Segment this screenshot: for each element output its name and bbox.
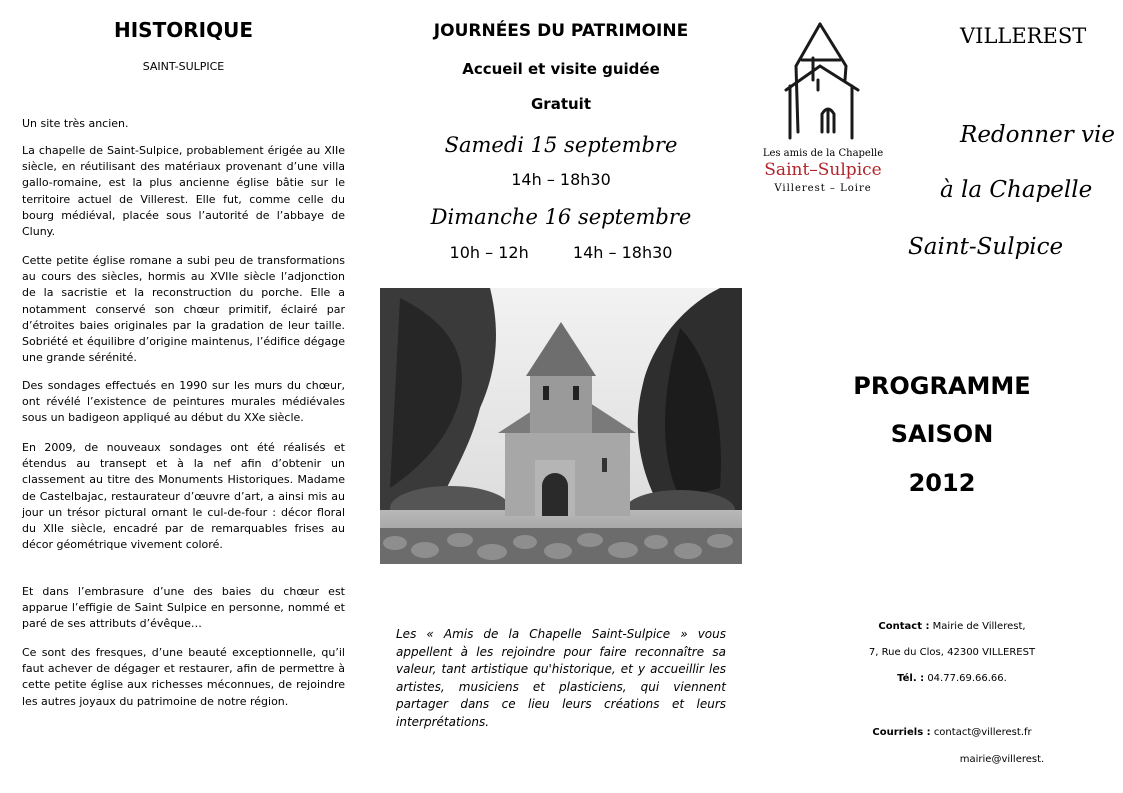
slogan-line-3: Saint-Sulpice [908,234,1064,260]
historique-title: HISTORIQUE [114,18,253,42]
day2-hours [380,243,742,262]
address-line: 7, Rue du Clos, 42300 VILLEREST [868,647,1036,658]
chapel-logo-icon [758,20,888,145]
amis-quote: Les « Amis de la Chapelle Saint-Sulpice » vous appellent à les rejoindre pour faire reconnaître sa valeur, tant artistique qu'historique, et y accueillir les artistes, musiciens et plasticiens, qui viennent partager dans ce lieu leurs créations et leurs interprétations. [396,627,726,729]
day2-hours-morning: 10h – 12h [449,243,529,262]
programme-title: PROGRAMME [853,372,1031,400]
historique-paragraph: La chapelle de Saint-Sulpice, probablement érigée au XIIe siècle, en réutilisant des matériaux provenant d’une villa gallo-romaine, est la plus ancienne église bâtie sur le territoire actuel de Villerest. Elle fut, comme celle du bourg médiéval, placée sous l’autorité de l’abbaye de Cluny. [22,144,345,239]
day2-hours-afternoon: 14h – 18h30 [572,243,673,262]
journees-column [380,0,742,793]
slogan-line-1: Redonner vie [960,122,1116,148]
logo-line-name: Saint–Sulpice [764,160,882,180]
telephone-label: Tél. : [897,673,925,684]
email-value-2[interactable]: mairie@villerest. [959,754,1045,765]
email-line [812,727,1092,738]
day2-label: Dimanche 16 septembre [430,205,692,229]
town-name: VILLEREST [960,24,1087,48]
year-title: 2012 [908,469,976,497]
historique-paragraph: Des sondages effectués en 1990 sur les murs du chœur, ont révélé l’existence de peintures murales médiévales sous un badigeon appliqué au début du XXe siècle. [22,379,345,425]
day1-hours: 14h – 18h30 [511,170,611,189]
email-label: Courriels : [872,727,931,738]
historique-paragraph: En 2009, de nouveaux sondages ont été réalisés et étendus au transept et à la nef afin d’obtenir un classement au titre des Monuments Historiques. Madame de Castelbajac, restaurateur d’œuvre d’art, a ainsi mis au jour un trésor pictural ornant le cul-de-four : décor floral du XIIe siècle, encadré par de remarquables frises au décor géométrique vivement coloré. [22,441,345,552]
contact-value: Mairie de Villerest, [932,621,1026,632]
historique-paragraph: Ce sont des fresques, d’une beauté exceptionnelle, qu’il faut achever de dégager et restaurer, afin de permettre à cette petite église aux richesses méconnues, de rejoindre les autres joyaux du patrimoine de notre région. [22,646,345,708]
logo-line-amis: Les amis de la Chapelle [762,148,884,159]
historique-paragraph: Et dans l’embrasure d’une des baies du chœur est apparue l’effigie de Saint Sulpice en personne, nommé et paré de ses attributs d’évêque… [22,585,345,631]
historique-column [22,0,345,793]
journees-line-accueil: Accueil et visite guidée [462,60,660,78]
historique-subtitle: SAINT-SULPICE [142,60,225,73]
historique-paragraph: Cette petite église romane a subi peu de transformations au cours des siècles, hormis au XVIIe siècle l’adjonction de la sacristie et la reconstruction du porche. Elle a notamment conservé son chœur primitif, éclairé par d’étroites baies originales par la gradation de leur taille. Sobriété et équilibre d’origine maintenus, l’édifice dégage une grande sérénité. [22,254,345,365]
cover-column [752,0,1116,793]
association-logo [758,20,888,198]
historique-paragraph: Un site très ancien. [22,117,129,130]
contact-label: Contact : [878,621,930,632]
day1-label: Samedi 15 septembre [444,133,678,157]
logo-line-place: Villerest – Loire [774,183,872,194]
telephone-value: 04.77.69.66.66. [927,673,1007,684]
saison-title: SAISON [890,420,994,448]
chapel-photo [380,288,742,564]
journees-title: JOURNÉES DU PATRIMOINE [433,21,689,41]
slogan-line-2: à la Chapelle [940,177,1093,203]
email-value-1[interactable]: contact@villerest.fr [933,727,1032,738]
journees-line-gratuit: Gratuit [531,95,591,113]
telephone-line [812,673,1092,684]
contact-line [812,621,1092,632]
